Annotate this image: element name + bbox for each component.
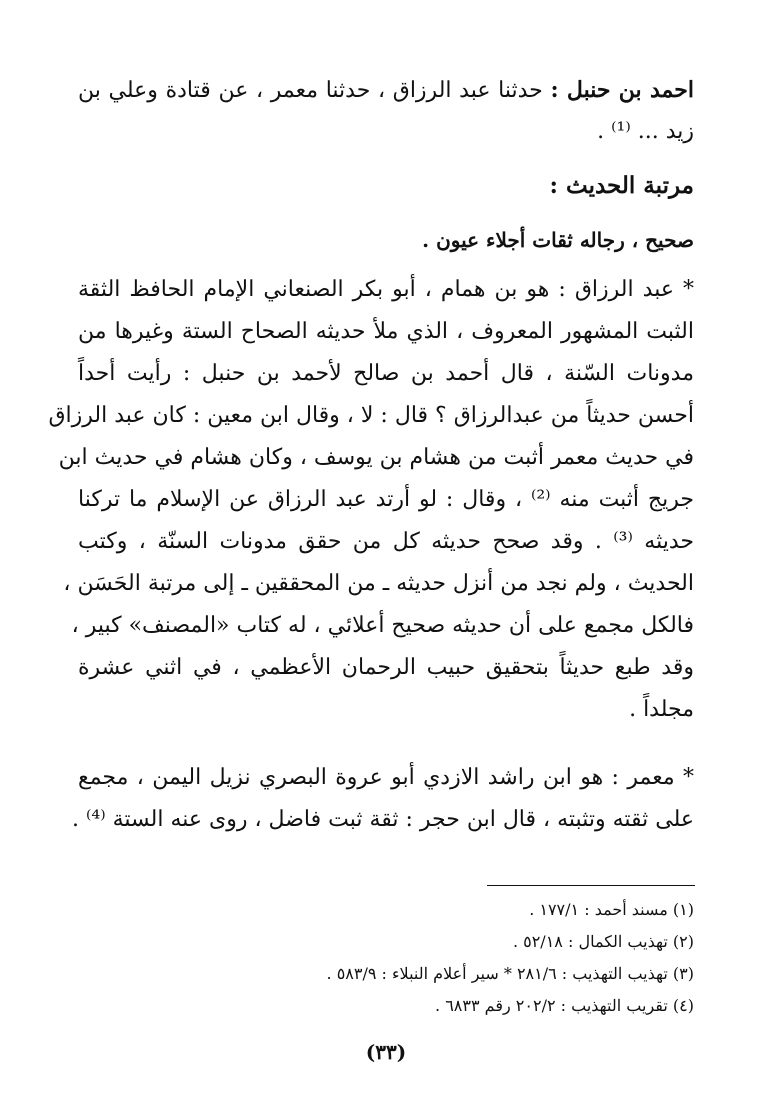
footnote: (٤) تقريب التهذيب : ٢٠٢/٢ رقم ٦٨٣٣ . xyxy=(435,996,694,1015)
body-line: في حديث معمر أثبت من هشام بن يوسف ، وكان هشام في حديث ابن xyxy=(58,445,694,470)
isnad-line-2: زيد ... ⁽¹⁾ . xyxy=(597,119,694,144)
footnote: (٣) تهذيب التهذيب : ٢٨١/٦ * سير أعلام النبلاء : ٥٨٣/٩ . xyxy=(326,964,694,983)
body-line: أحسن حديثاً من عبدالرزاق ؟ قال : لا ، وقال ابن معين : كان عبد الرزاق xyxy=(48,403,694,428)
body-line: جريج أثبت منه ⁽²⁾ ، وقال : لو أرتد عبد الرزاق عن الإسلام ما تركنا xyxy=(78,487,694,512)
body-line: الثبت المشهور المعروف ، الذي ملأ حديثه الصحاح الستة وغيرها من xyxy=(78,319,694,344)
grade-text: صحيح ، رجاله ثقات أجلاء عيون . xyxy=(422,228,694,252)
body-line: وقد طبع حديثاً بتحقيق حبيب الرحمان الأعظمي ، في اثني عشرة xyxy=(78,655,694,680)
isnad-author-name: احمد بن حنبل : xyxy=(550,77,694,103)
body-line: حديثه ⁽³⁾ . وقد صحح حديثه كل من حقق مدونات السنّة ، وكتب xyxy=(78,529,694,554)
footnote: (١) مسند أحمد : ١٧٧/١ . xyxy=(529,900,694,919)
body-line: فالكل مجمع على أن حديثه صحيح أعلائي ، له كتاب «المصنف» كبير ، xyxy=(71,613,694,638)
footnote-divider xyxy=(487,885,695,886)
isnad-line-1 xyxy=(78,70,694,111)
body-line: مجلداً . xyxy=(629,697,694,722)
body-line: مدونات السّنة ، قال أحمد بن صالح لأحمد بن حنبل : رأيت أحداً xyxy=(78,361,694,386)
body-line: * معمر : هو ابن راشد الازدي أبو عروة البصري نزيل اليمن ، مجمع xyxy=(78,765,694,790)
grade-heading: مرتبة الحديث : xyxy=(549,172,694,199)
page-number: (٣٣) xyxy=(365,1040,407,1064)
body-line: على ثقته وتثبته ، قال ابن حجر : ثقة ثبت فاضل ، روى عنه الستة ⁽⁴⁾ . xyxy=(71,807,694,832)
isnad-chain: حدثنا عبد الرزاق ، حدثنا معمر ، عن قتادة وعلي بن xyxy=(78,78,551,103)
body-line: الحديث ، ولم نجد من أنزل حديثه ـ من المحققين ـ إلى مرتبة الحَسَن ، xyxy=(63,571,694,596)
body-line: * عبد الرزاق : هو بن همام ، أبو بكر الصنعاني الإمام الحافظ الثقة xyxy=(78,277,694,302)
footnote: (٢) تهذيب الكمال : ٥٢/١٨ . xyxy=(512,932,694,951)
